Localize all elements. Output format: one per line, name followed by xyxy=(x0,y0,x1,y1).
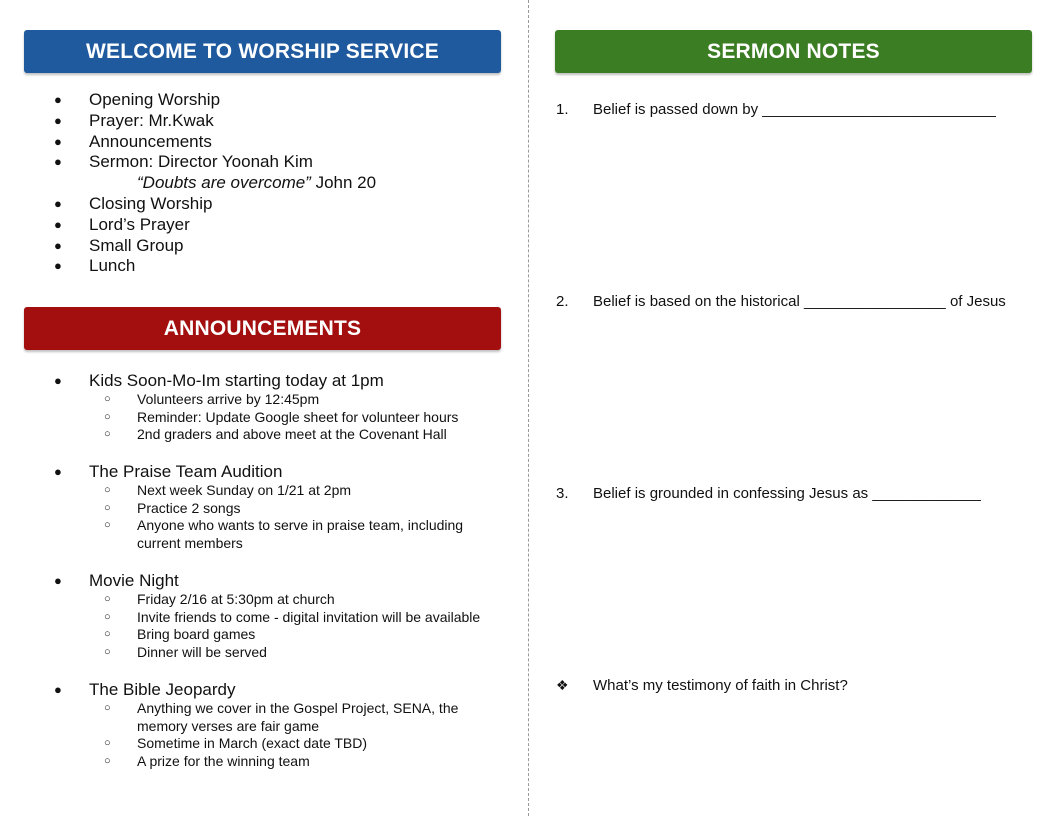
bullet-icon: ● xyxy=(54,92,62,107)
bullet-icon: ● xyxy=(54,195,62,211)
circle-bullet-icon: ○ xyxy=(104,737,111,750)
announcement-detail: ○ Dinner will be served xyxy=(104,643,267,660)
bullet-icon: ● xyxy=(54,133,62,149)
circle-bullet-icon: ○ xyxy=(104,484,111,496)
bullet-icon: ● xyxy=(54,154,62,170)
announcement-detail: ○ 2nd graders and above meet at the Covenant Hall xyxy=(104,426,447,443)
announcements-title: ANNOUNCEMENTS xyxy=(163,316,362,340)
point-text: Belief is based on the historical _________________ of Jesus xyxy=(593,293,1006,310)
bullet-icon: ● xyxy=(54,216,62,232)
sermon-point-1 xyxy=(556,101,996,118)
bullet-icon: ● xyxy=(54,112,62,128)
point-text: Belief is passed down by ____________________________ xyxy=(593,101,996,118)
service-item: ● Lunch xyxy=(54,256,136,276)
bullet-icon: ● xyxy=(54,464,62,479)
service-item: ● Closing Worship xyxy=(54,193,213,213)
announcement-group-movie-night xyxy=(0,571,480,661)
announcement-group-bible-jeopardy xyxy=(0,680,458,770)
point-number: 3. xyxy=(556,485,569,502)
announcement-detail: ○ Volunteers arrive by 12:45pm xyxy=(104,391,320,407)
diamond-bullet-icon: ❖ xyxy=(556,677,569,693)
welcome-title: WELCOME TO WORSHIP SERVICE xyxy=(86,39,439,63)
announcement-detail-continued: current members xyxy=(137,534,243,551)
announcement-detail: ○ A prize for the winning team xyxy=(104,752,310,769)
bullet-icon: ● xyxy=(54,682,62,697)
sermon-notes-banner xyxy=(555,30,1032,73)
announcement-detail-continued: memory verses are fair game xyxy=(137,717,320,734)
service-item: ● Prayer: Mr.Kwak xyxy=(54,110,214,130)
announcement-detail: ○ Anyone who wants to serve in praise team, including xyxy=(104,517,464,534)
circle-bullet-icon: ○ xyxy=(104,410,111,423)
circle-bullet-icon: ○ xyxy=(104,754,111,767)
sermon-point-2 xyxy=(556,293,1006,310)
bullet-icon: ● xyxy=(54,258,62,274)
reflection-text: What’s my testimony of faith in Christ? xyxy=(593,677,848,694)
circle-bullet-icon: ○ xyxy=(104,501,111,514)
service-item: ● Announcements xyxy=(54,131,212,151)
announcement-detail: ○ Next week Sunday on 1/21 at 2pm xyxy=(104,482,352,498)
announcement-detail: ○ Sometime in March (exact date TBD) xyxy=(104,735,368,752)
circle-bullet-icon: ○ xyxy=(104,593,111,605)
circle-bullet-icon: ○ xyxy=(104,645,111,658)
sermon-quote: “Doubts are overcome” xyxy=(137,173,311,193)
circle-bullet-icon: ○ xyxy=(104,702,111,714)
sermon-notes-title: SERMON NOTES xyxy=(707,39,880,63)
circle-bullet-icon: ○ xyxy=(104,393,111,405)
circle-bullet-icon: ○ xyxy=(104,428,111,441)
point-number: 1. xyxy=(556,101,569,118)
announcement-heading: ● Kids Soon-Mo-Im starting today at 1pm xyxy=(54,371,384,390)
announcement-heading: ● Movie Night xyxy=(54,571,179,590)
sermon-point-3 xyxy=(556,485,981,502)
announcement-heading: ● The Praise Team Audition xyxy=(54,462,283,481)
sermon-reference: John 20 xyxy=(310,173,377,193)
page-divider xyxy=(528,0,529,816)
announcement-detail: ○ Reminder: Update Google sheet for volunteer hours xyxy=(104,408,459,425)
point-text: Belief is grounded in confessing Jesus as _____________ xyxy=(593,485,981,502)
announcement-group-praise-team xyxy=(0,462,463,552)
announcement-detail: ○ Invite friends to come - digital invitation will be available xyxy=(104,608,481,625)
announcement-heading: ● The Bible Jeopardy xyxy=(54,680,236,699)
announcement-detail: ○ Practice 2 songs xyxy=(104,499,241,516)
point-number: 2. xyxy=(556,293,569,310)
service-item: ● Sermon: Director Yoonah Kim xyxy=(54,152,313,172)
announcement-detail: ○ Anything we cover in the Gospel Project, SENA, the xyxy=(104,700,459,716)
service-item: ● Lord’s Prayer xyxy=(54,214,190,234)
bullet-icon: ● xyxy=(54,573,62,588)
sermon-reflection xyxy=(556,677,848,694)
bullet-icon: ● xyxy=(54,237,62,253)
service-item: ● Small Group xyxy=(54,235,184,255)
circle-bullet-icon: ○ xyxy=(104,519,111,532)
order-of-service-list xyxy=(0,90,376,277)
circle-bullet-icon: ○ xyxy=(104,628,111,641)
announcement-detail: ○ Bring board games xyxy=(104,626,256,643)
bullet-icon: ● xyxy=(54,373,62,388)
welcome-banner xyxy=(24,30,501,73)
circle-bullet-icon: ○ xyxy=(104,610,111,623)
announcement-detail: ○ Friday 2/16 at 5:30pm at church xyxy=(104,591,335,607)
announcements-banner xyxy=(24,307,501,350)
announcement-group-kids xyxy=(0,371,458,444)
sermon-scripture xyxy=(0,173,376,194)
service-item: ● Opening Worship xyxy=(54,90,221,109)
